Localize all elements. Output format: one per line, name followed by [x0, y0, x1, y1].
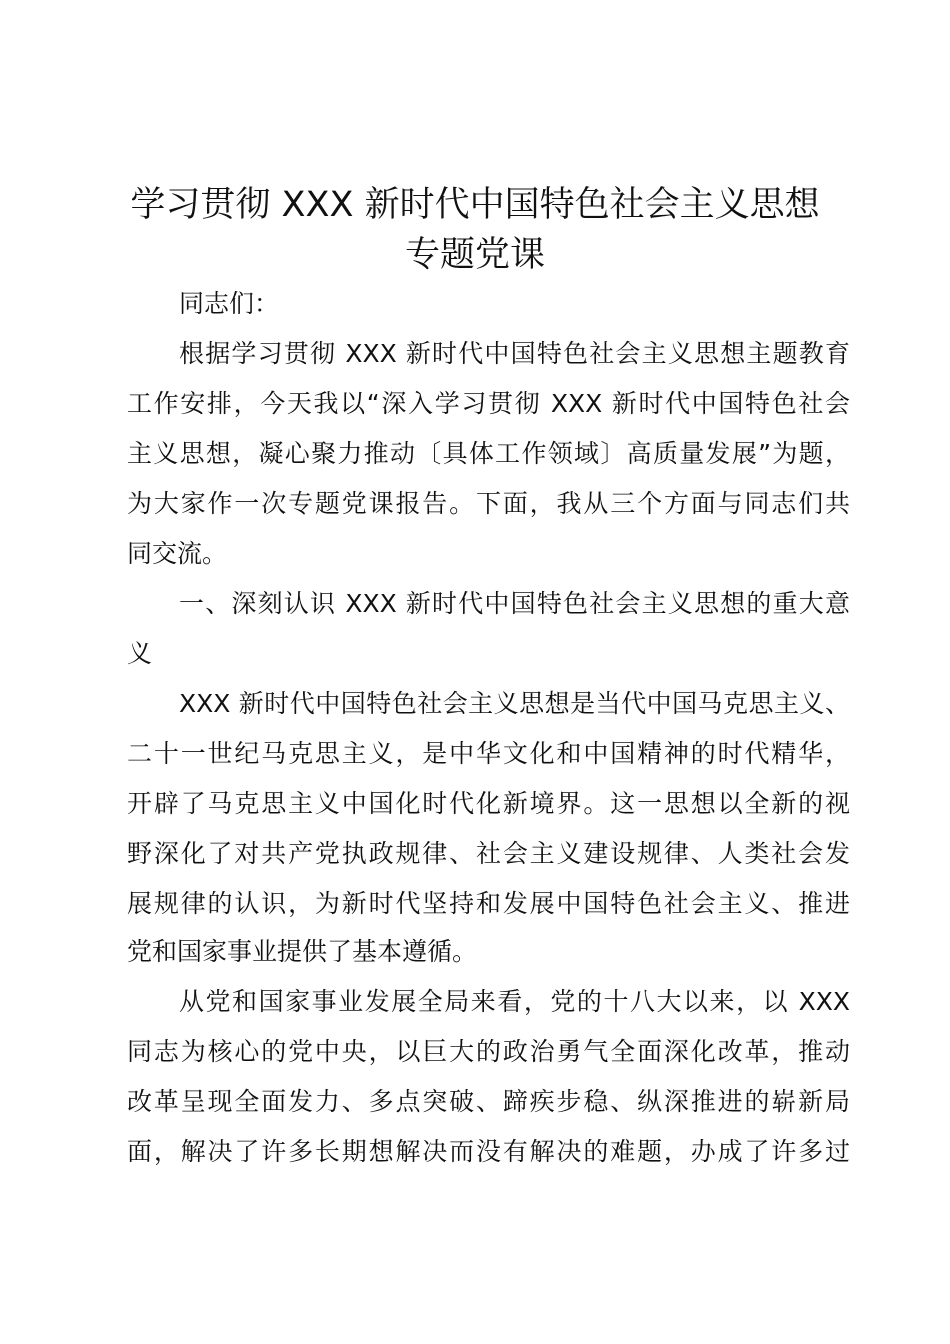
paragraph-line: 野深化了对共产党执政规律、社会主义建设规律、人类社会发: [127, 839, 850, 868]
paragraph-line: XXX 新时代中国特色社会主义思想是当代中国马克思主义、: [179, 689, 850, 718]
section-heading-line: 义: [127, 639, 153, 668]
paragraph-line: 面，解决了许多长期想解决而没有解决的难题，办成了许多过: [127, 1137, 850, 1166]
paragraph-line: 同志为核心的党中央，以巨大的政治勇气全面深化改革，推动: [127, 1037, 850, 1066]
paragraph-line: 主义思想，凝心聚力推动〔具体工作领域〕高质量发展”为题，: [127, 439, 850, 468]
paragraph-line: 党和国家事业提供了基本遵循。: [127, 937, 478, 966]
paragraph-line: 根据学习贯彻 XXX 新时代中国特色社会主义思想主题教育: [179, 339, 850, 368]
paragraph-line: 工作安排，今天我以“深入学习贯彻 XXX 新时代中国特色社会: [127, 389, 850, 418]
paragraph-line: 为大家作一次专题党课报告。下面，我从三个方面与同志们共: [127, 489, 850, 518]
paragraph-line: 从党和国家事业发展全局来看，党的十八大以来，以 XXX: [179, 987, 850, 1016]
paragraph-line: 二十一世纪马克思主义，是中华文化和中国精神的时代精华，: [127, 739, 850, 768]
salutation: 同志们：: [179, 289, 280, 318]
paragraph-line: 展规律的认识，为新时代坚持和发展中国特色社会主义、推进: [127, 889, 850, 918]
document-title-line-2: 专题党课: [404, 235, 545, 275]
paragraph-line: 同交流。: [127, 539, 228, 568]
section-heading-line: 一、深刻认识 XXX 新时代中国特色社会主义思想的重大意: [179, 589, 850, 618]
document-title-line-1: 学习贯彻 XXX 新时代中国特色社会主义思想: [130, 185, 820, 225]
paragraph-line: 改革呈现全面发力、多点突破、蹄疾步稳、纵深推进的崭新局: [127, 1087, 850, 1116]
paragraph-line: 开辟了马克思主义中国化时代化新境界。这一思想以全新的视: [127, 789, 850, 818]
